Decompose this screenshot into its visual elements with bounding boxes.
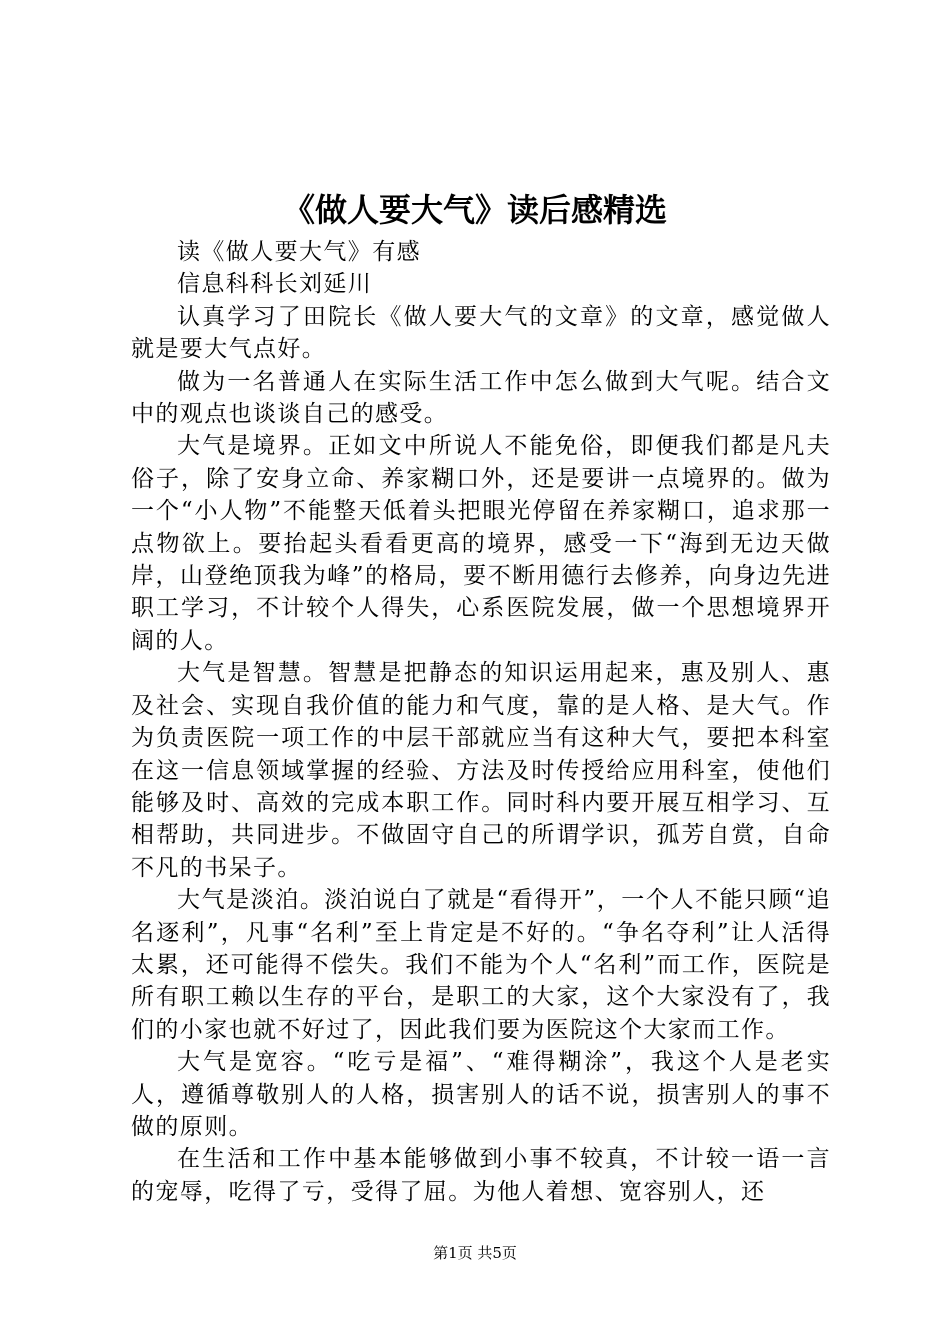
paragraph: 做为一名普通人在实际生活工作中怎么做到大气呢。结合文中的观点也谈谈自己的感受。	[131, 368, 831, 428]
document-body	[131, 236, 831, 1208]
paragraph-author: 信息科科长刘延川	[177, 271, 373, 298]
paragraph: 大气是宽容。“吃亏是福”、“难得糊涂”，我这个人是老实人，遵循尊敬别人的人格，损害别人的话不说，损害别人的事不做的原则。	[131, 1049, 831, 1140]
paragraph: 认真学习了田院长《做人要大气的文章》的文章，感觉做人就是要大气点好。	[131, 303, 831, 363]
page-footer: 第1页 共5页	[433, 1244, 517, 1262]
paragraph: 大气是淡泊。淡泊说白了就是“看得开”，一个人不能只顾“追名逐利”，凡事“名利”至上肯定是不好的。“争名夺利”让人活得太累，还可能得不偿失。我们不能为个人“名利”而工作，医院是所有职工赖以生存的平台，是职工的大家，这个大家没有了，我们的小家也就不好过了，因此我们要为医院这个大家而工作。	[131, 887, 831, 1043]
paragraph: 大气是智慧。智慧是把静态的知识运用起来，惠及别人、惠及社会、实现自我价值的能力和气度，靠的是人格、是大气。作为负责医院一项工作的中层干部就应当有这种大气，要把本科室在这一信息领域掌握的经验、方法及时传授给应用科室，使他们能够及时、高效的完成本职工作。同时科内要开展互相学习、互相帮助，共同进步。不做固守自己的所谓学识，孤芳自赏，自命不凡的书呆子。	[131, 660, 831, 881]
document-title: 《做人要大气》读后感精选	[282, 191, 667, 229]
paragraph: 在生活和工作中基本能够做到小事不较真，不计较一语一言的宠辱，吃得了亏，受得了屈。为他人着想、宽容别人，还	[131, 1146, 831, 1205]
paragraph-heading: 读《做人要大气》有感	[177, 239, 421, 265]
paragraph: 大气是境界。正如文中所说人不能免俗，即便我们都是凡夫俗子，除了安身立命、养家糊口外，还是要讲一点境界的。做为一个“小人物”不能整天低着头把眼光停留在养家糊口，追求那一点物欲上。要抬起头看看更高的境界，感受一下“海到无边天做岸，山登绝顶我为峰”的格局，要不断用德行去修养，向身边先进职工学习，不计较个人得失，心系医院发展，做一个思想境界开阔的人。	[131, 433, 831, 654]
